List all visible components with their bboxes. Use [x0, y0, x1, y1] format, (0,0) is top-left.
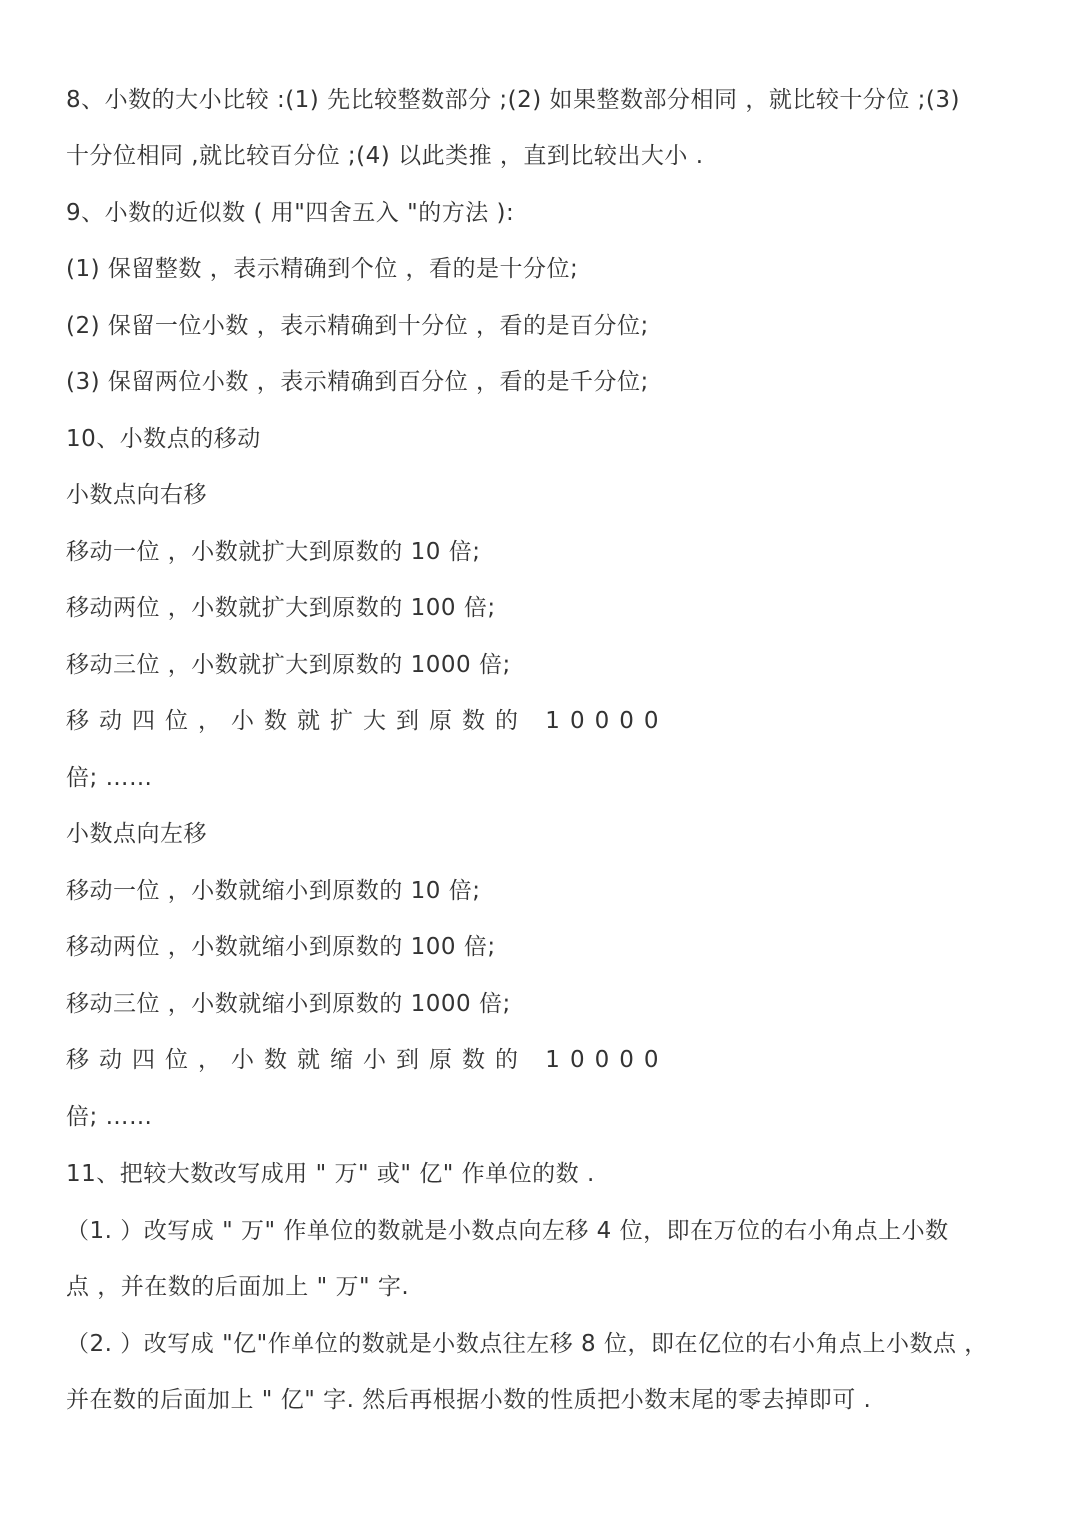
text-line-item-11: 11、把较大数改写成用 " 万" 或" 亿" 作单位的数 .	[66, 1161, 595, 1187]
text-line-right-shift-3: 移动三位 ，小数就扩大到原数的 1000 倍;	[66, 652, 511, 678]
text-line-item-11-1-cont: 点 ，并在数的后面加上 " 万" 字.	[66, 1274, 410, 1300]
text-line-left-shift-2: 移动两位 ，小数就缩小到原数的 100 倍;	[66, 934, 496, 960]
text-line-item-11-1: （1. ）改写成 " 万" 作单位的数就是小数点向左移 4 位，即在万位的右小角点上小数	[66, 1218, 949, 1244]
text-line-item-10: 10、小数点的移动	[66, 426, 261, 452]
text-line-item-9-1: (1) 保留整数 ，表示精确到个位 ，看的是十分位;	[66, 256, 579, 282]
text-line-right-shift-heading: 小数点向右移	[66, 482, 207, 508]
text-line-right-shift-1: 移动一位 ，小数就扩大到原数的 10 倍;	[66, 539, 481, 565]
text-line-right-shift-2: 移动两位 ，小数就扩大到原数的 100 倍;	[66, 595, 496, 621]
text-line-item-9-3: (3) 保留两位小数 ，表示精确到百分位 ，看的是千分位;	[66, 369, 649, 395]
text-line-item-8: 8、小数的大小比较 :(1) 先比较整数部分 ;(2) 如果整数部分相同 ，就比较十分位 ;(3)	[66, 87, 960, 113]
text-line-left-shift-1: 移动一位 ，小数就缩小到原数的 10 倍;	[66, 878, 481, 904]
text-line-left-shift-3: 移动三位 ，小数就缩小到原数的 1000 倍;	[66, 991, 511, 1017]
text-line-left-shift-heading: 小数点向左移	[66, 821, 207, 847]
text-line-left-shift-4: 移动四位，小数就缩小到原数的 10000	[66, 1047, 669, 1073]
text-line-right-shift-4: 移动四位，小数就扩大到原数的 10000	[66, 708, 669, 734]
text-line-item-9-2: (2) 保留一位小数 ，表示精确到十分位 ，看的是百分位;	[66, 313, 649, 339]
text-line-item-11-2-cont: 并在数的后面加上 " 亿" 字. 然后再根据小数的性质把小数末尾的零去掉即可 .	[66, 1387, 872, 1413]
text-line-item-8-cont: 十分位相同 ,就比较百分位 ;(4) 以此类推 ，直到比较出大小 .	[66, 143, 704, 169]
text-line-left-shift-4-cont: 倍; ……	[66, 1104, 153, 1130]
text-line-item-11-2: （2. ）改写成 "亿"作单位的数就是小数点往左移 8 位，即在亿位的右小角点上小数点 ，	[66, 1331, 988, 1357]
text-line-item-9: 9、小数的近似数 ( 用"四舍五入 "的方法 ):	[66, 200, 515, 226]
text-line-right-shift-4-cont: 倍; ……	[66, 765, 153, 791]
